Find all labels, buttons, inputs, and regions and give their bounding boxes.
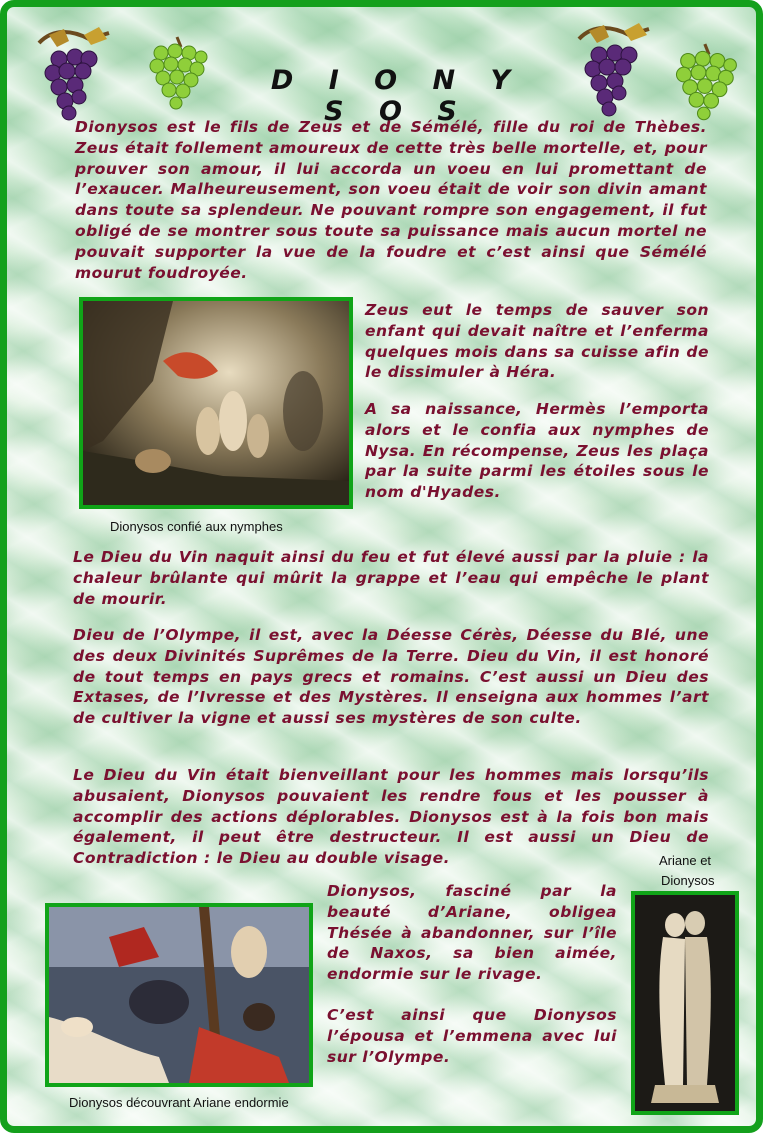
purple-grapes-icon [569, 21, 659, 121]
purple-grapes-icon [29, 25, 119, 125]
caption-nymphes: Dionysos confié aux nymphes [110, 519, 283, 534]
caption-ariane: Dionysos découvrant Ariane endormie [69, 1095, 289, 1110]
paragraph-epousa: C’est ainsi que Dionysos l’épousa et l’emmena avec lui sur l’Olympe. [327, 1006, 617, 1066]
paragraph-intro: Dionysos est le fils de Zeus et de Sémélé, fille du roi de Thèbes. Zeus était follement amoureux de cette très belle mortelle, et, pour prouver son amour, il lui accorda un voeu en lui promettant de l’exaucer. Malheureusement, son voeu était de voir son divin amant dans toute sa splendeur. Ne pouvant rompre son engagement, il fut obligé de se montrer sous toute sa puissance mais aucun mortel ne pouvait supporter la vue de la foudre et c’est ainsi que Sémélé mourut foudroyée. [75, 118, 707, 282]
paragraph-cuisse: Zeus eut le temps de sauver son enfant qui devait naître et l’enferma quelques mois dans sa cuisse afin de le dissimuler à Héra. [365, 301, 709, 382]
paragraph-ariane: Dionysos, fasciné par la beauté d’Ariane, obligea Thésée à abandonner, sur l’île de Naxos, sa bien aimée, endormie sur le rivage. [327, 882, 617, 984]
statue-ariane-dionysos [631, 891, 739, 1115]
paragraph-olympe: Dieu de l’Olympe, il est, avec la Déesse Cérès, Déesse du Blé, une des deux Divinités Suprêmes de la Terre. Dieu du Vin, il est honoré de tout temps en pays grecs et romains. C’est aussi un Dieu des Extases, de l’Ivresse et des Mystères. Il enseigna aux hommes l’art de cultiver la vigne et aussi ses mystères de son culte. [73, 626, 709, 728]
painting-ariane-image [49, 907, 309, 1083]
painting-dionysos-nymphes [79, 297, 353, 509]
painting-nymphes-image [83, 301, 349, 505]
paragraph-vin: Le Dieu du Vin naquit ainsi du feu et fut élevé aussi par la pluie : la chaleur brûlante qui mûrit la grappe et l’eau qui empêche le plant de mourir. [73, 548, 709, 608]
caption-statue-line1: Ariane et [659, 853, 712, 868]
paragraph-naissance: A sa naissance, Hermès l’emporta alors et le confia aux nymphes de Nysa. En récompense, Zeus les plaça par la suite parmi les étoiles sous le nom d'Hyades. [365, 400, 709, 502]
page-title: D I O N Y S O S [270, 65, 524, 127]
paragraph-bienveillant: Le Dieu du Vin était bienveillant pour les hommes mais lorsqu’ils abusaient, Dionysos pouvaient les rendre fous et les pousser à accomplir des actions déplorables. Dionysos est à la fois bon mais également, il peut être destructeur. Il est aussi un Dieu de Contradiction : le Dieu au double visage. [73, 766, 709, 868]
statue-image [635, 895, 735, 1111]
caption-statue-line2: Dionysos [661, 873, 715, 888]
painting-ariane-endormie [45, 903, 313, 1087]
green-grapes-icon [141, 33, 219, 117]
